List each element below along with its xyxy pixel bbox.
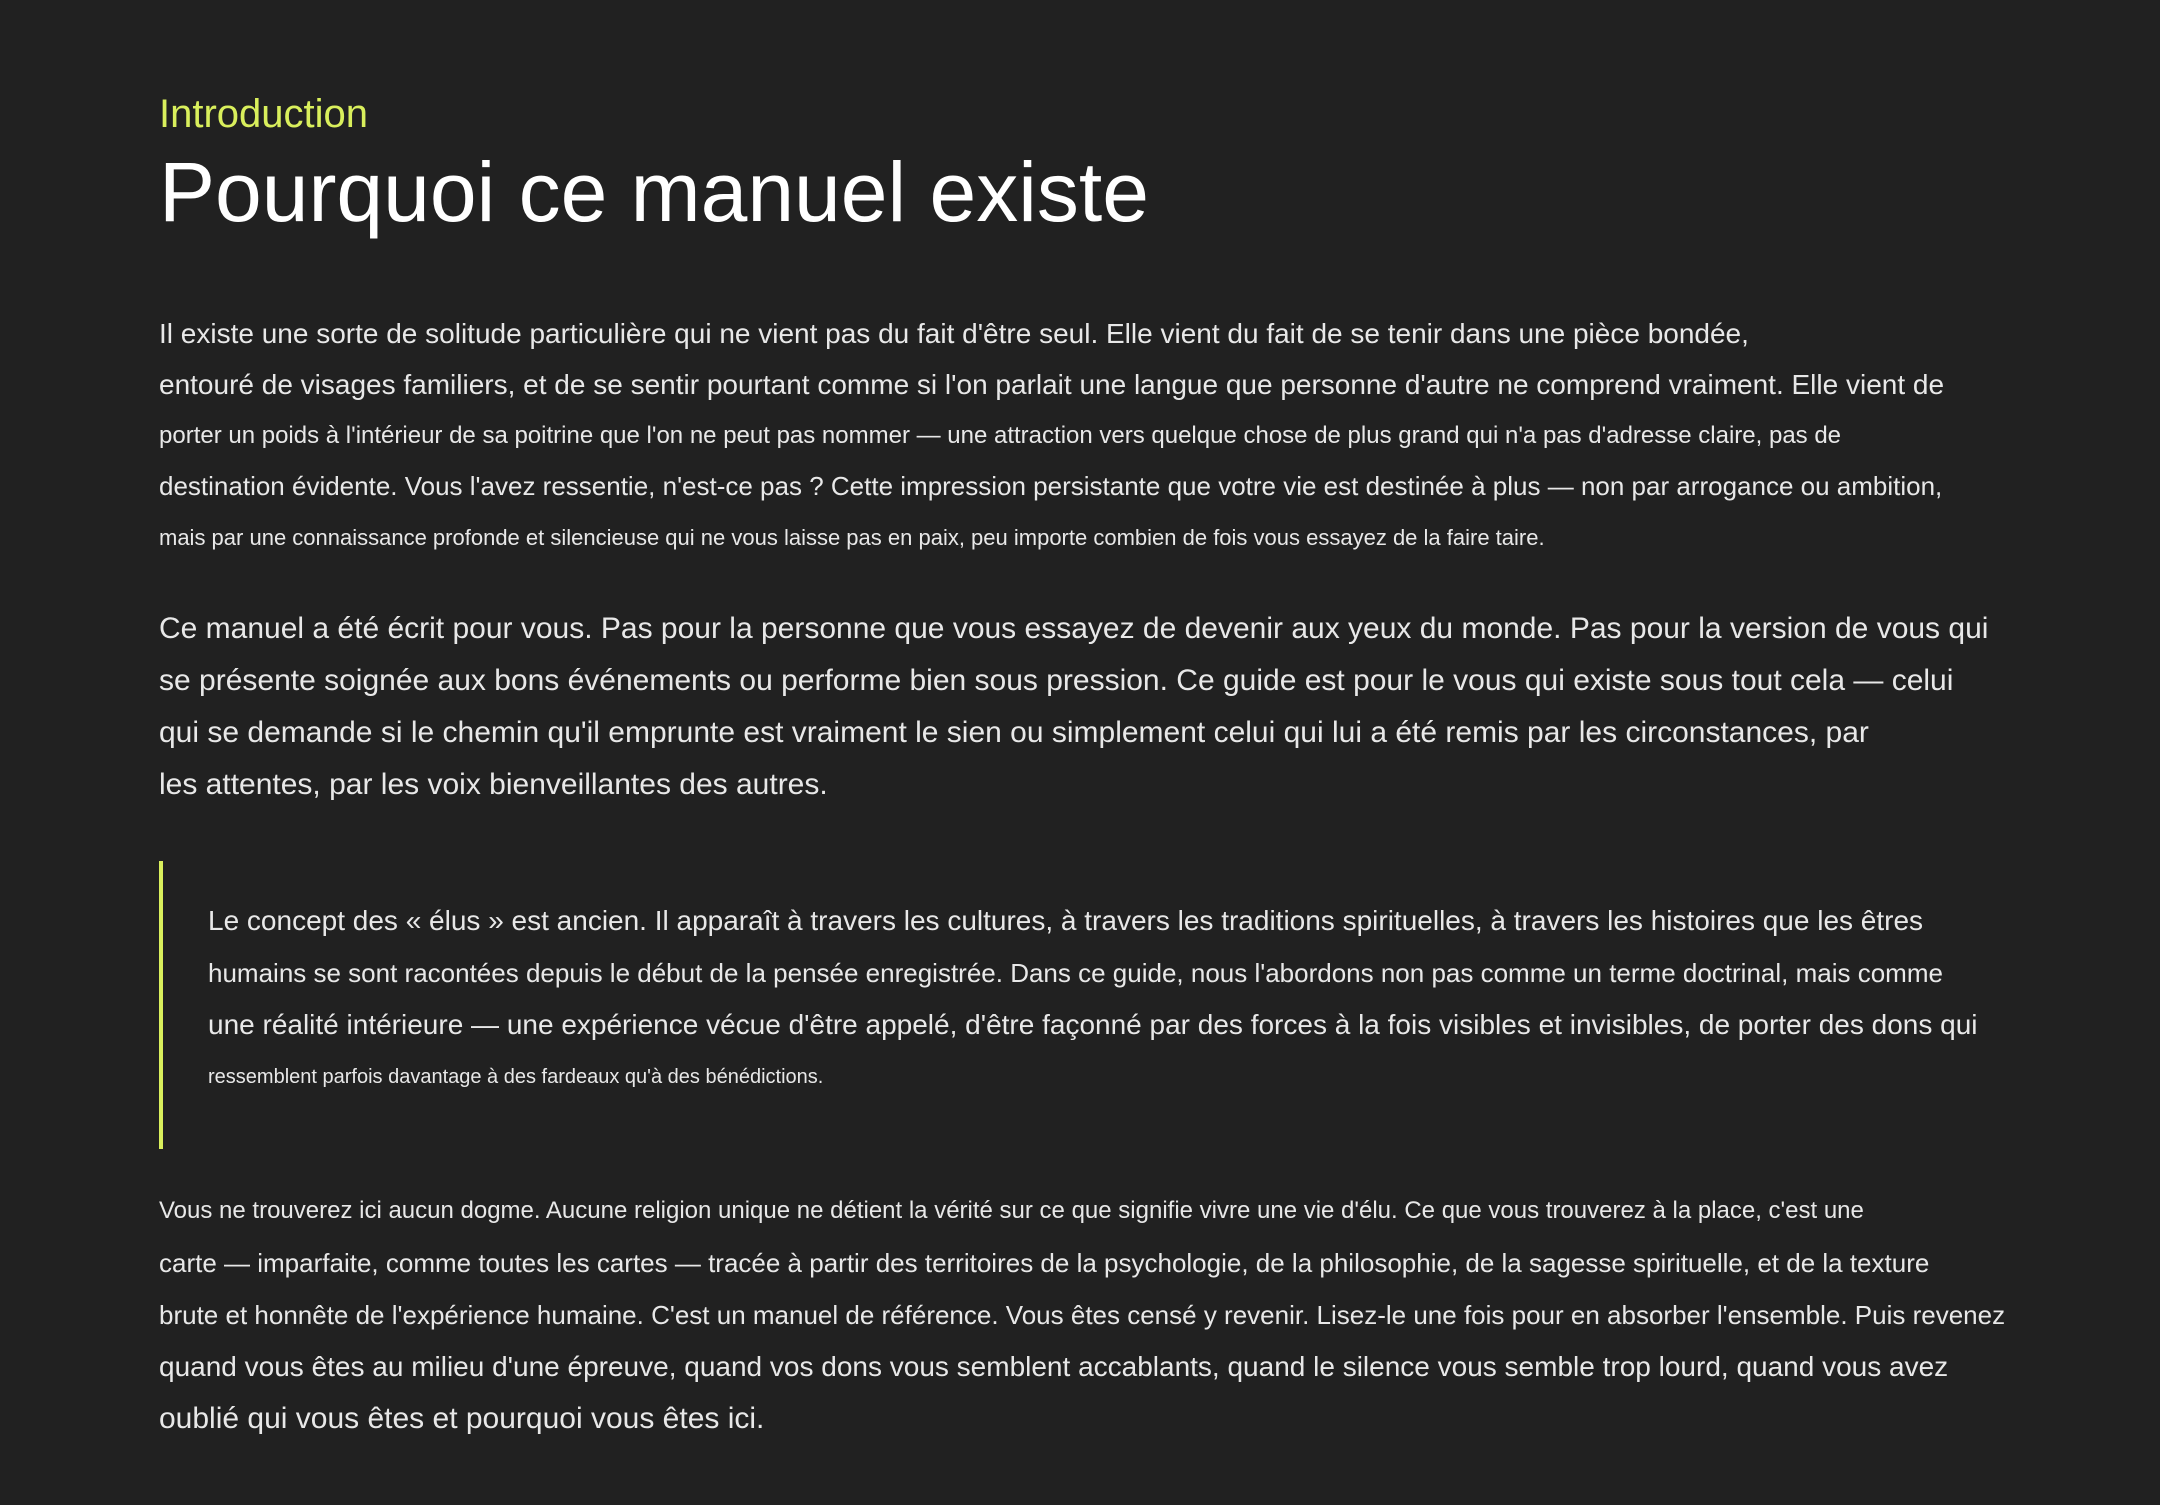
text-line: destination évidente. Vous l'avez ressentie, n'est-ce pas ? Cette impression persistante que votre vie est destinée à plus — non par arrogance ou ambition, — [159, 471, 1943, 501]
text-line: une réalité intérieure — une expérience vécue d'être appelé, d'être façonné par des forces à la fois visibles et invisibles, de porter des dons qui — [208, 1009, 1978, 1040]
section-eyebrow: Introduction — [159, 92, 369, 136]
text-line: les attentes, par les voix bienveillantes des autres. — [159, 768, 828, 801]
text-line: Le concept des « élus » est ancien. Il apparaît à travers les cultures, à travers les traditions spirituelles, à travers les histoires que les êtres — [208, 905, 1924, 936]
text-line: se présente soignée aux bons événements ou performe bien sous pression. Ce guide est pour le vous qui existe sous tout cela — celui — [159, 664, 1954, 697]
text-line: carte — imparfaite, comme toutes les cartes — tracée à partir des territoires de la psychologie, de la philosophie, de la sagesse spirituelle, et de la texture — [159, 1248, 1930, 1278]
text-line: qui se demande si le chemin qu'il emprunte est vraiment le sien ou simplement celui qui lui a été remis par les circonstances, par — [159, 716, 1869, 749]
text-line: humains se sont racontées depuis le début de la pensée enregistrée. Dans ce guide, nous l'abordons non pas comme un terme doctrinal, mais comme — [208, 958, 1943, 988]
article — [159, 90, 2039, 1445]
text-line: Vous ne trouverez ici aucun dogme. Aucune religion unique ne détient la vérité sur ce que signifie vivre une vie d'élu. Ce que vous trouverez à la place, c'est une — [159, 1197, 1864, 1224]
paragraph-purpose — [159, 1185, 2039, 1445]
text-line: brute et honnête de l'expérience humaine. C'est un manuel de référence. Vous êtes censé y revenir. Lisez-le une fois pour en absorber l'ensemble. Puis revenez — [159, 1300, 2006, 1330]
text-line: porter un poids à l'intérieur de sa poitrine que l'on ne peut pas nommer — une attraction vers quelque chose de plus grand qui n'a pas d'adresse claire, pas de — [159, 422, 1842, 449]
text-line: ressemblent parfois davantage à des fardeaux qu'à des bénédictions. — [208, 1066, 824, 1088]
paragraph-intro — [159, 308, 2039, 563]
text-line: mais par une connaissance profonde et silencieuse qui ne vous laisse pas en paix, peu importe combien de fois vous essayez de la faire taire. — [159, 525, 1545, 550]
text-line: Il existe une sorte de solitude particulière qui ne vient pas du fait d'être seul. Elle vient du fait de se tenir dans une pièce bondée, — [159, 318, 1749, 349]
page-title: Pourquoi ce manuel existe — [159, 145, 1149, 239]
text-line: Ce manuel a été écrit pour vous. Pas pour la personne que vous essayez de devenir aux yeux du monde. Pas pour la version de vous qui — [159, 612, 1989, 645]
paragraph-audience — [159, 603, 2039, 811]
text-line: quand vous êtes au milieu d'une épreuve, quand vos dons vous semblent accablants, quand le silence vous semble trop lourd, quand vous avez — [159, 1351, 1949, 1382]
text-line: oublié qui vous êtes et pourquoi vous êtes ici. — [159, 1402, 765, 1435]
blockquote — [159, 861, 2039, 1149]
text-line: entouré de visages familiers, et de se sentir pourtant comme si l'on parlait une langue que personne d'autre ne comprend vraiment. Elle vient de — [159, 369, 1945, 400]
